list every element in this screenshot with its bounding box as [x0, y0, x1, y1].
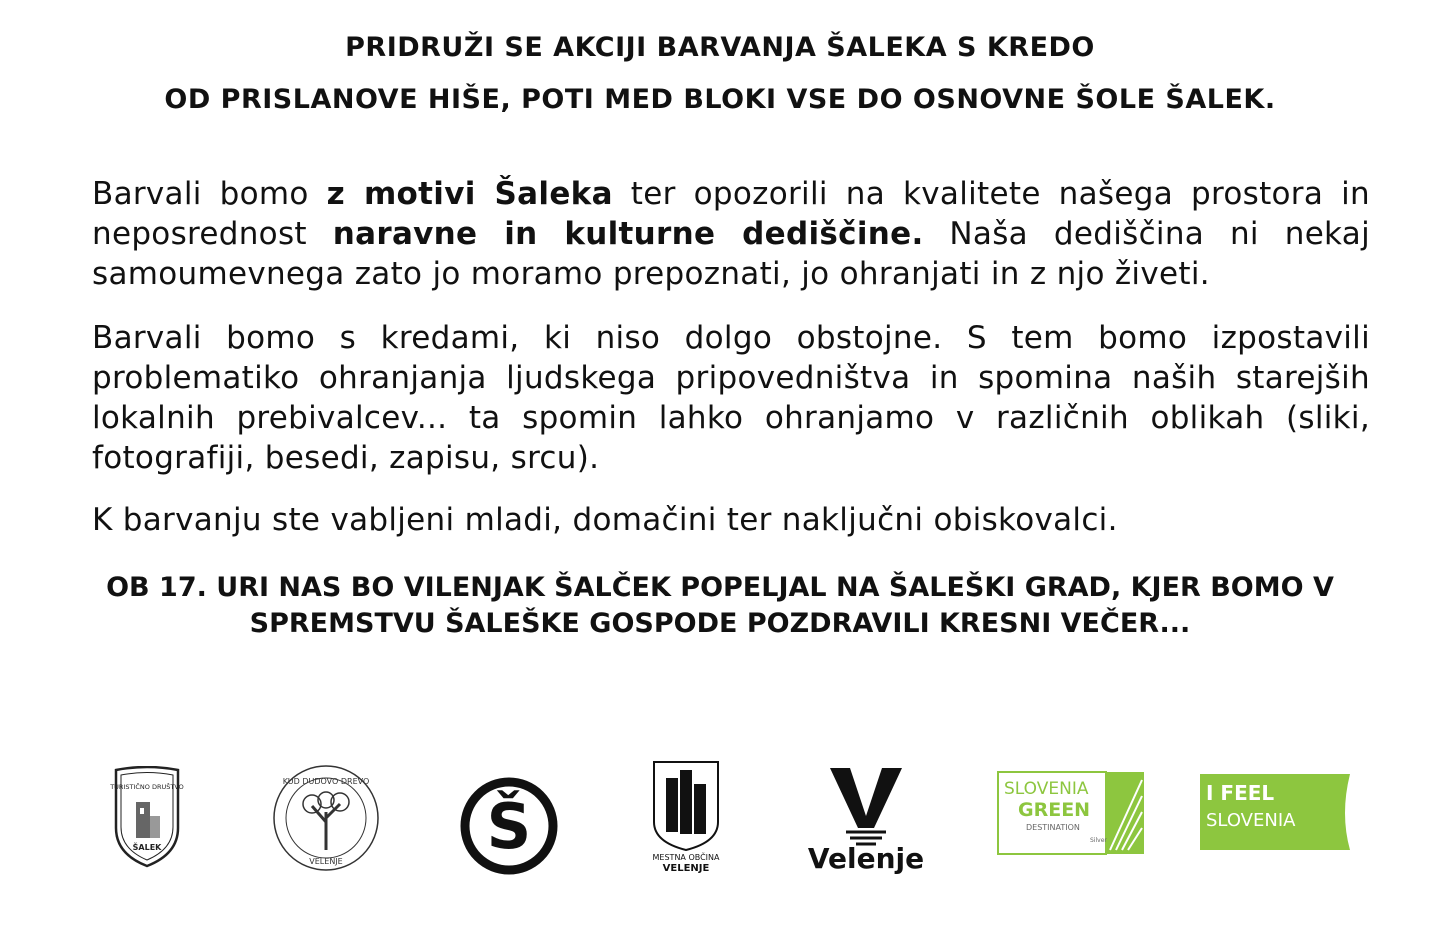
velenje-wordmark: Velenje	[807, 842, 925, 874]
velenje-logo	[796, 764, 936, 874]
s-caron-letter: Š	[486, 790, 532, 863]
closing-announcement: OB 17. URI NAS BO VILENJAK ŠALČEK POPELJAL NA ŠALEŠKI GRAD, KJER BOMO V SPREMSTVU ŠALEŠKE GOSPODE POZDRAVILI KRESNI VEČER...	[106, 572, 1334, 639]
to-salek-bottom-text: ŠALEK	[132, 843, 162, 852]
mestna-obcina-velenje-logo	[648, 760, 724, 874]
s-caron-logo	[456, 764, 562, 880]
paragraph-motifs	[92, 174, 1370, 294]
paragraph-chalk: Barvali bomo s kredami, ki niso dolgo obstojne. S tem bomo izpostavili problematiko ohranjanja ljudskega pripovedništva in spomina naših starejših lokalnih prebivalcev... ta spomin lahko ohranjamo v različnih oblikah (sliki, fotografiji, besedi, zapisu, srcu).	[92, 320, 1370, 476]
to-salek-top-text: TURISTIČNO DRUŠTVO	[110, 783, 184, 791]
sponsor-logos	[0, 750, 1440, 880]
p1-text-e: Naša dediščina ni nekaj samoumevnega zato jo moramo prepoznati, jo ohranjati in z njo živeti.	[92, 216, 1370, 292]
p1-text-a: Barvali bomo	[92, 176, 327, 212]
kud-dudovo-drevo-logo	[268, 760, 384, 876]
ifeel-line2: SLOVENIA	[1206, 810, 1296, 831]
green-line1: SLOVENIA	[1004, 779, 1089, 799]
green-line2: GREEN	[1018, 799, 1091, 821]
kud-bottom-text: VELENJE	[309, 857, 343, 866]
ifeel-line1: I FEEL	[1206, 781, 1275, 805]
heading-line-1: PRIDRUŽI SE AKCIJI BARVANJA ŠALEKA S KREDO	[345, 32, 1095, 63]
kud-top-text: KUD DUDOVO DREVO	[282, 777, 370, 786]
p1-bold-heritage: naravne in kulturne dediščine.	[332, 216, 924, 252]
green-line4: Silver	[1090, 837, 1107, 844]
heading-line-2: OD PRISLANOVE HIŠE, POTI MED BLOKI VSE DO OSNOVNE ŠOLE ŠALEK.	[164, 84, 1276, 115]
p1-bold-motifs: z motivi Šaleka	[326, 176, 613, 212]
slovenia-green-destination-logo	[996, 770, 1146, 856]
p1-text-c: ter opozorili na kvalitete našega prostora in neposrednost	[92, 176, 1370, 252]
i-feel-slovenia-logo	[1200, 774, 1352, 852]
green-line3: DESTINATION	[1026, 823, 1080, 832]
mov-line1: MESTNA OBČINA	[652, 853, 720, 862]
mov-line2: VELENJE	[662, 863, 710, 874]
turisticno-drustvo-salek-logo	[110, 766, 184, 870]
paragraph-invitation: K barvanju ste vabljeni mladi, domačini ter naključni obiskovalci.	[92, 502, 1118, 538]
